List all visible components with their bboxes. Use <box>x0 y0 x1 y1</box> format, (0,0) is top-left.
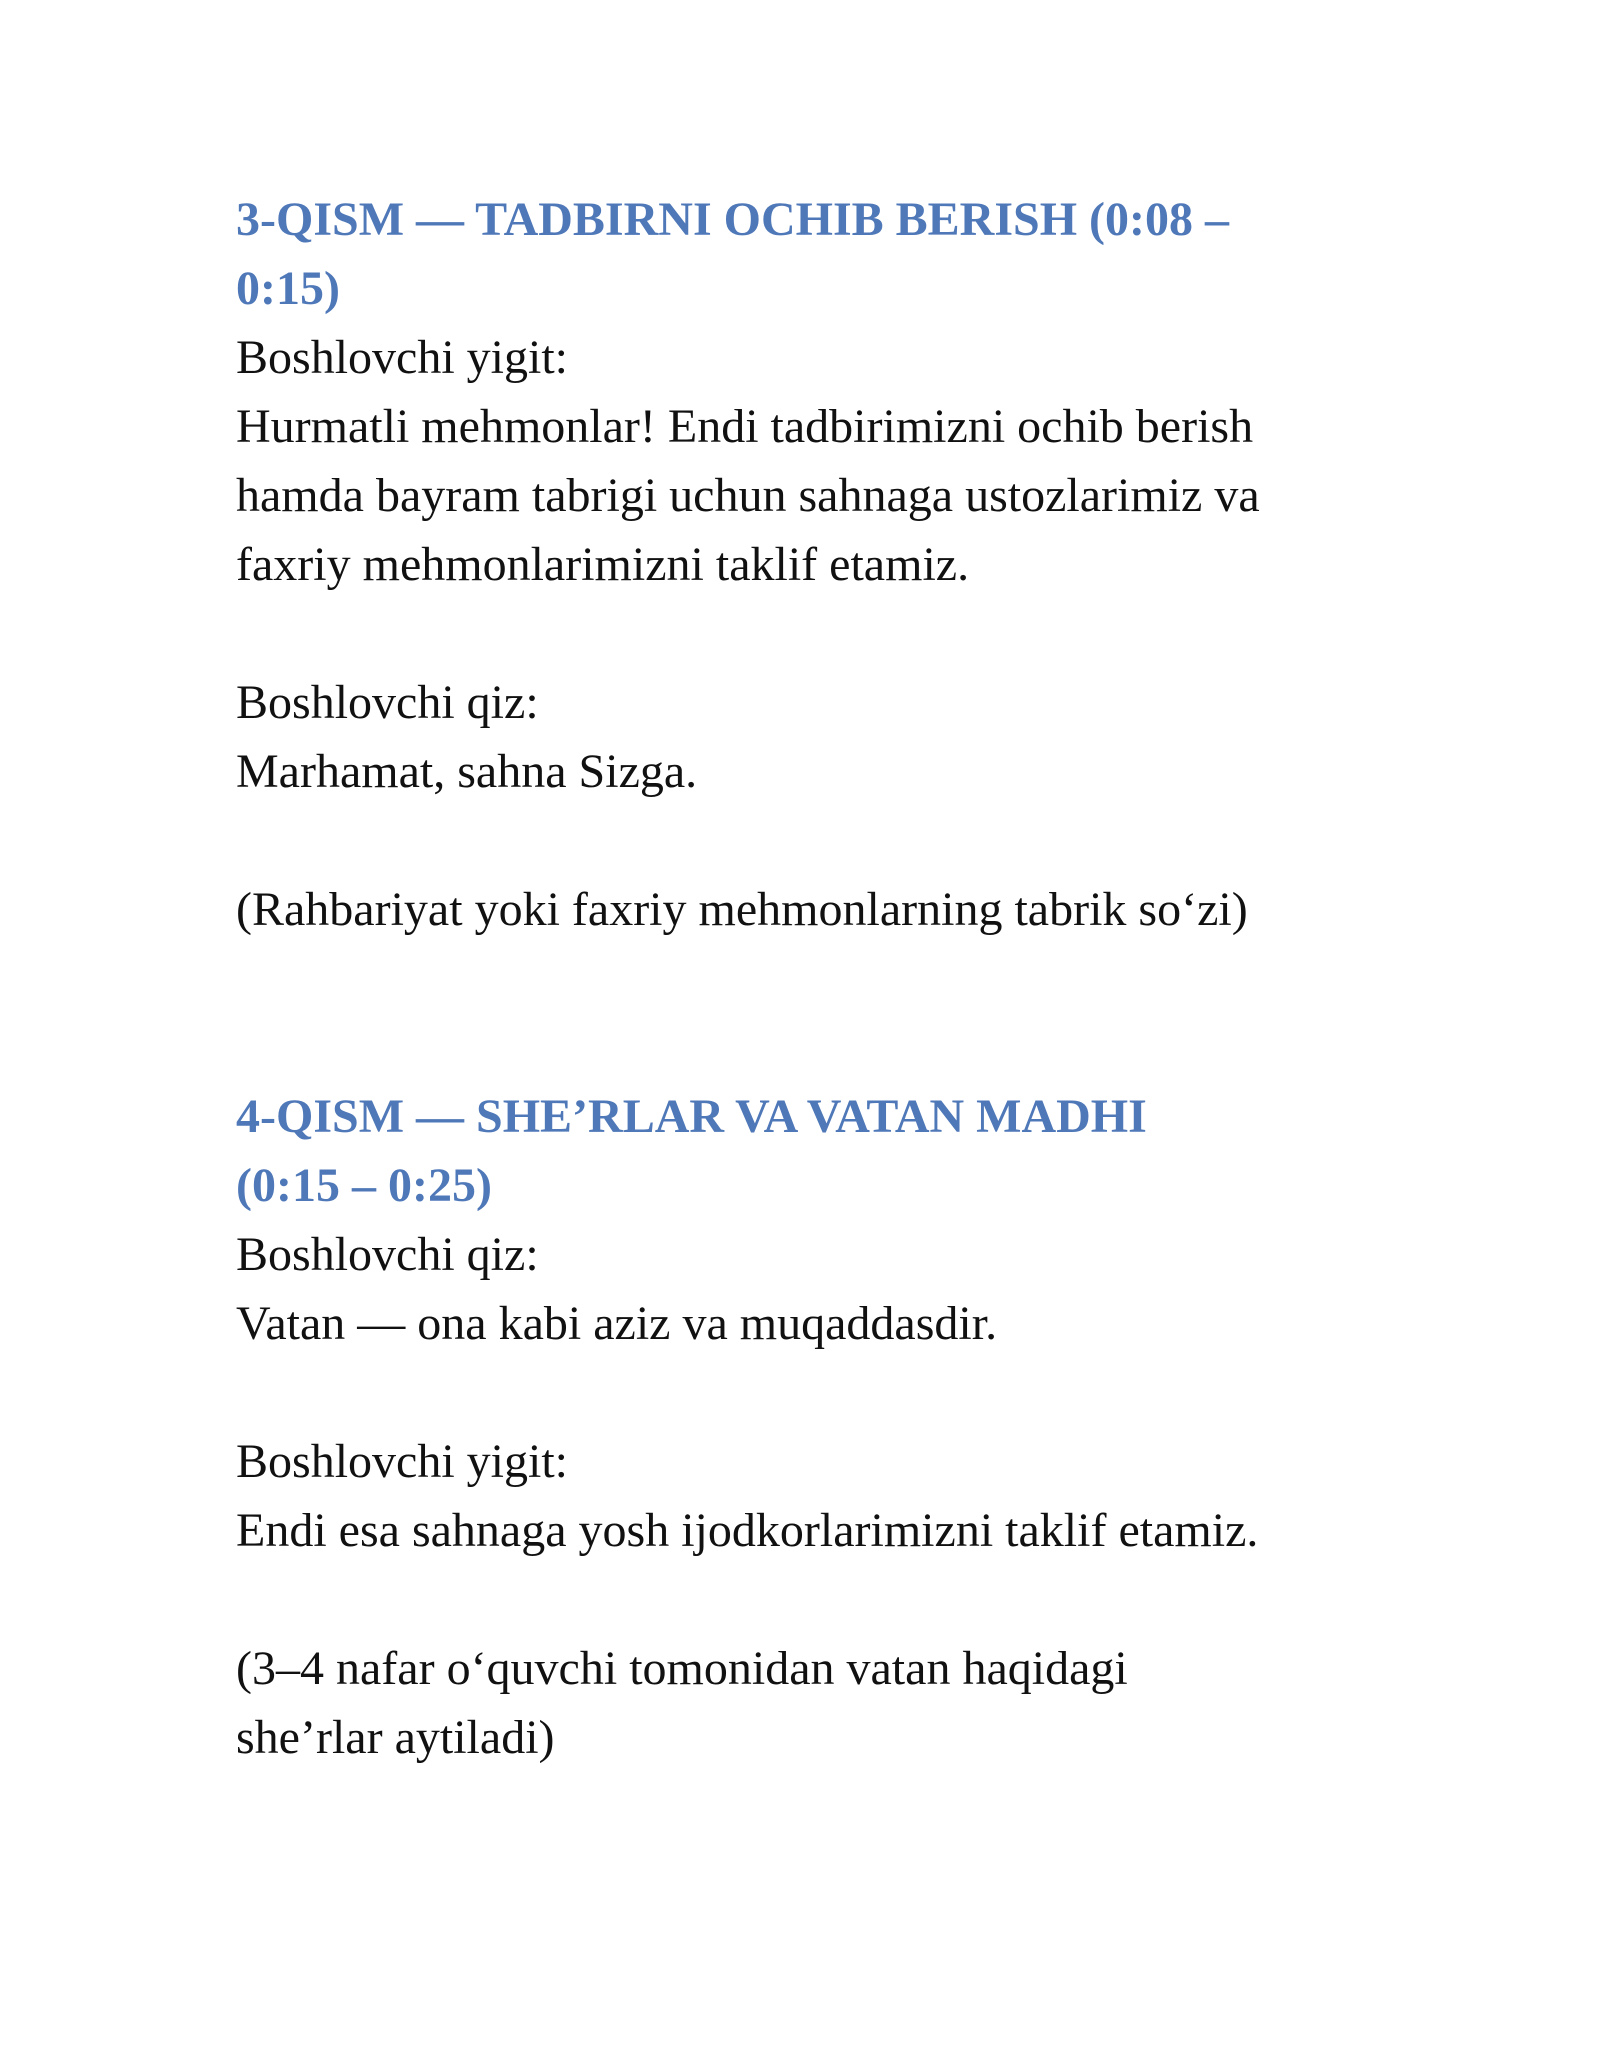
document-page <box>236 185 1416 1772</box>
paragraph-gap <box>236 599 1416 668</box>
stage-note: (Rahbariyat yoki faxriy mehmonlarning tabrik so‘zi) <box>236 883 1248 936</box>
section-3-heading <box>236 185 1416 323</box>
speaker-label: Boshlovchi qiz: <box>236 676 539 729</box>
section-gap <box>236 944 1416 1082</box>
speech-line: Endi esa sahnaga yosh ijodkorlarimizni taklif etamiz. <box>236 1504 1259 1557</box>
speech-line: Hurmatli mehmonlar! Endi tadbirimizni ochib berish <box>236 400 1254 453</box>
section-4 <box>236 1082 1416 1772</box>
speaker-label: Boshlovchi yigit: <box>236 1435 569 1488</box>
speech-line: faxriy mehmonlarimizni taklif etamiz. <box>236 538 970 591</box>
paragraph-gap <box>236 806 1416 875</box>
section-4-heading <box>236 1082 1416 1220</box>
section-3-heading-line-2: 0:15) <box>236 262 340 315</box>
section-4-heading-line-1: 4-QISM — SHE’RLAR VA VATAN MADHI <box>236 1090 1147 1143</box>
paragraph-gap <box>236 1565 1416 1634</box>
section-4-heading-line-2: (0:15 – 0:25) <box>236 1159 492 1212</box>
section-3-heading-line-1: 3-QISM — TADBIRNI OCHIB BERISH (0:08 – <box>236 193 1230 246</box>
stage-note: (3–4 nafar o‘quvchi tomonidan vatan haqidagi <box>236 1642 1128 1695</box>
paragraph-gap <box>236 1358 1416 1427</box>
speech-line: Vatan — ona kabi aziz va muqaddasdir. <box>236 1297 998 1350</box>
section-3 <box>236 185 1416 944</box>
speech-line: hamda bayram tabrigi uchun sahnaga ustozlarimiz va <box>236 469 1260 522</box>
speaker-label: Boshlovchi qiz: <box>236 1228 539 1281</box>
speaker-label: Boshlovchi yigit: <box>236 331 569 384</box>
stage-note: she’rlar aytiladi) <box>236 1711 555 1764</box>
speech-line: Marhamat, sahna Sizga. <box>236 745 698 798</box>
